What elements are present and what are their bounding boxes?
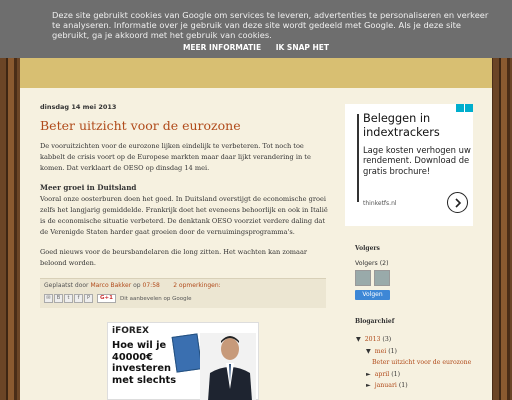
- post-title[interactable]: Beter uitzicht voor de eurozone: [40, 118, 241, 133]
- post-paragraph: Vooral onze oosterburen doen het goed. In Duitsland overstijgt de economische groei zelfs het langjarig gemiddelde. Frankrijk doet het eveneens behoorlijk en ook in Italië is de economische situatie verbeterd. De denktank OESO voorziet verdere daling dat de Verenigde Staten harder gaat groeien door de vernuimingsprogramma's.: [40, 195, 328, 236]
- pinterest-share-icon[interactable]: P: [84, 294, 93, 303]
- ad-text: Hoe wil je 40000€ investeren met slechts: [112, 340, 177, 386]
- author-link[interactable]: Marco Bakker: [90, 282, 132, 289]
- cookie-actions: [0, 43, 512, 52]
- toggle-open-icon[interactable]: ▼: [356, 336, 361, 343]
- followers-count: Volgers (2): [355, 260, 389, 267]
- book-image: [172, 333, 203, 372]
- follow-button[interactable]: Volgen: [355, 290, 390, 300]
- archive-month-link[interactable]: mei: [374, 347, 387, 355]
- avatar[interactable]: [374, 270, 390, 286]
- at-label: op: [133, 282, 141, 289]
- toggle-closed-icon[interactable]: ►: [366, 382, 371, 390]
- adchoices-icons[interactable]: [455, 104, 473, 112]
- comments-link[interactable]: 2 opmerkingen:: [173, 282, 221, 289]
- accept-cookies-button[interactable]: IK SNAP HET: [275, 43, 330, 52]
- twitter-share-icon[interactable]: t: [64, 294, 73, 303]
- ad-headline: Beleggen in indextrackers: [363, 112, 440, 139]
- archive-month-link[interactable]: april: [374, 370, 390, 378]
- email-share-icon[interactable]: ✉: [44, 294, 53, 303]
- iforex-logo: iFOREX: [112, 326, 149, 336]
- archive-heading: Blogarchief: [355, 318, 395, 325]
- ad-domain: thinketfs.nl: [363, 200, 397, 207]
- ad-accent-bar: [357, 114, 359, 202]
- post-body: [40, 141, 328, 279]
- ad-description: Lage kosten verhogen uw rendement. Download de gratis brochure!: [363, 145, 471, 176]
- archive-month-link[interactable]: januari: [374, 382, 397, 390]
- chevron-right-icon[interactable]: [447, 192, 468, 213]
- avatar[interactable]: [355, 270, 371, 286]
- cookie-text: Deze site gebruikt cookies van Google om services te leveren, advertenties te personaliseren en verkeer te analyseren. Informatie over je gebruik van deze site wordt gedeeld met Google. Als je deze site gebruikt, ga je akkoord met het gebruik van cookies.: [52, 10, 489, 41]
- indextrackers-ad[interactable]: [345, 104, 473, 226]
- post-meta: [44, 282, 221, 289]
- toggle-closed-icon[interactable]: ►: [366, 370, 371, 378]
- archive-post[interactable]: [356, 357, 471, 369]
- blog-archive: [356, 334, 471, 392]
- archive-month[interactable]: ▼ mei (1): [366, 347, 397, 355]
- businessman-image: [200, 333, 256, 400]
- post-date: dinsdag 14 mei 2013: [40, 103, 117, 111]
- iforex-ad[interactable]: [107, 322, 259, 400]
- blogthis-share-icon[interactable]: B: [54, 294, 63, 303]
- volgers-heading: Volgers: [355, 245, 380, 252]
- facebook-share-icon[interactable]: f: [74, 294, 83, 303]
- archive-year-link[interactable]: 2013: [364, 336, 381, 343]
- archive-month[interactable]: ► januari (1): [366, 382, 408, 390]
- archive-year[interactable]: ▼ 2013 (3): [356, 336, 392, 343]
- archive-month[interactable]: ► april (1): [366, 370, 401, 378]
- gplus-button[interactable]: G+1: [97, 294, 116, 303]
- share-buttons: [44, 294, 192, 303]
- post-paragraph: Goed nieuws voor de beursbandelaren die long zitten. Het wachten kan zomaar beloond worden.: [40, 248, 308, 268]
- post-footer: [40, 278, 326, 308]
- post-time-link[interactable]: 07:58: [142, 282, 160, 289]
- more-info-button[interactable]: MEER INFORMATIE: [182, 43, 262, 52]
- gplus-text: Dit aanbevelen op Google: [119, 295, 192, 302]
- posted-by-label: Geplaatst door: [44, 282, 89, 289]
- post-subheading: Meer groei in Duitsland: [40, 183, 137, 193]
- toggle-open-icon[interactable]: ▼: [366, 347, 371, 355]
- post-paragraph: De vooruitzichten voor de eurozone lijken eindelijk te verbeteren. Tot noch toe kabbelt de crisis voort op de Europese markten maar daar lijkt verandering in te komen. Dat verklaart de OESO op dinsdag 14 mei.: [40, 142, 311, 172]
- archive-post-link[interactable]: Beter uitzicht voor de eurozone: [372, 359, 472, 367]
